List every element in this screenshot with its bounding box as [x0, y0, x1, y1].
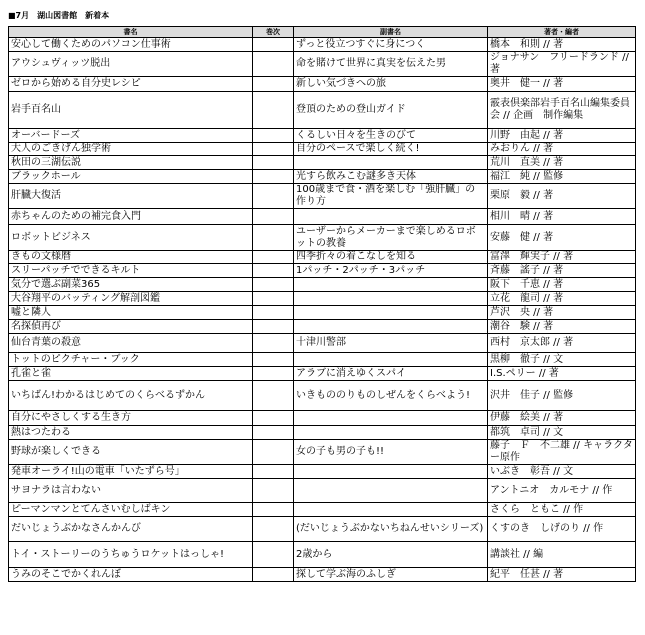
- cell-title: 名探偵再び: [9, 320, 253, 334]
- cell-author: みおりん // 著: [488, 143, 636, 156]
- cell-title: オーバードーズ: [9, 129, 253, 143]
- cell-volume: [253, 278, 294, 292]
- cell-title: サヨナラは言わない: [9, 479, 253, 503]
- table-row: [9, 517, 636, 542]
- header-author: 著者・編者: [488, 27, 636, 38]
- cell-volume: [253, 411, 294, 426]
- table-row: [9, 542, 636, 568]
- cell-author: 紀平 任甚 // 著: [488, 568, 636, 582]
- cell-volume: [253, 156, 294, 170]
- cell-author: 潮谷 験 // 著: [488, 320, 636, 334]
- cell-title: スリーパッチでできるキルト: [9, 264, 253, 278]
- table-row: [9, 251, 636, 264]
- table-row: [9, 320, 636, 334]
- cell-subtitle: [294, 426, 488, 440]
- cell-volume: [253, 542, 294, 568]
- table-row: [9, 426, 636, 440]
- cell-volume: [253, 170, 294, 184]
- cell-author: 川野 由起 // 著: [488, 129, 636, 143]
- cell-author: 伊藤 絵美 // 著: [488, 411, 636, 426]
- cell-volume: [253, 440, 294, 465]
- cell-title: 秋田の三湖伝説: [9, 156, 253, 170]
- cell-volume: [253, 143, 294, 156]
- cell-subtitle: 十津川警部: [294, 334, 488, 353]
- table-row: [9, 306, 636, 320]
- cell-title: 仙台青葉の殺意: [9, 334, 253, 353]
- cell-title: トイ・ストーリーのうちゅうロケットはっしゃ!: [9, 542, 253, 568]
- cell-subtitle: [294, 278, 488, 292]
- cell-title: ロボットビジネス: [9, 225, 253, 251]
- table-row: [9, 156, 636, 170]
- cell-author: いぶき 彰吾 // 文: [488, 465, 636, 479]
- cell-author: 芦沢 央 // 著: [488, 306, 636, 320]
- cell-volume: [253, 568, 294, 582]
- header-title: 書名: [9, 27, 253, 38]
- cell-author: 栗原 毅 // 著: [488, 184, 636, 209]
- table-row: [9, 209, 636, 225]
- cell-volume: [253, 334, 294, 353]
- cell-subtitle: [294, 411, 488, 426]
- cell-volume: [253, 517, 294, 542]
- cell-author: I.S.ペリー // 著: [488, 367, 636, 381]
- cell-volume: [253, 264, 294, 278]
- cell-subtitle: [294, 209, 488, 225]
- cell-volume: [253, 353, 294, 367]
- cell-title: 発車オーライ!山の電車「いたずら号」: [9, 465, 253, 479]
- cell-volume: [253, 306, 294, 320]
- cell-volume: [253, 251, 294, 264]
- cell-volume: [253, 320, 294, 334]
- cell-author: 立花 龍司 // 著: [488, 292, 636, 306]
- cell-subtitle: [294, 156, 488, 170]
- cell-title: アウシュヴィッツ脱出: [9, 52, 253, 77]
- cell-title: 大谷翔平のバッティング解剖図鑑: [9, 292, 253, 306]
- cell-author: 斉藤 謠子 // 著: [488, 264, 636, 278]
- cell-volume: [253, 38, 294, 52]
- cell-author: 講談社 // 編: [488, 542, 636, 568]
- cell-subtitle: [294, 465, 488, 479]
- table-row: [9, 292, 636, 306]
- cell-title: 自分にやさしくする生き方: [9, 411, 253, 426]
- cell-subtitle: くるしい日々を生きのびて: [294, 129, 488, 143]
- cell-subtitle: [294, 306, 488, 320]
- cell-author: 福江 純 // 監修: [488, 170, 636, 184]
- table-row: [9, 278, 636, 292]
- cell-author: ジョナサン フリードランド // 著: [488, 52, 636, 77]
- cell-title: ピーマンマンとてんさいむしばキン: [9, 503, 253, 517]
- cell-author: さくら ともこ // 作: [488, 503, 636, 517]
- cell-title: 嘘と隣人: [9, 306, 253, 320]
- cell-subtitle: ユーザーからメーカーまで楽しめるロボットの教養: [294, 225, 488, 251]
- cell-author: 黒柳 徹子 // 文: [488, 353, 636, 367]
- cell-title: 岩手百名山: [9, 92, 253, 129]
- cell-volume: [253, 503, 294, 517]
- cell-subtitle: [294, 320, 488, 334]
- cell-author: 奥井 健一 // 著: [488, 77, 636, 92]
- page-title: ■7月 湖山図書館 新着本: [8, 11, 110, 20]
- cell-title: うみのそこでかくれんぼ: [9, 568, 253, 582]
- cell-author: 藤子 Ｆ 不二雄 // キャラクター原作: [488, 440, 636, 465]
- table-row: [9, 77, 636, 92]
- cell-volume: [253, 129, 294, 143]
- cell-title: 大人のごきげん独学術: [9, 143, 253, 156]
- cell-volume: [253, 225, 294, 251]
- table-row: [9, 170, 636, 184]
- cell-subtitle: [294, 292, 488, 306]
- cell-subtitle: (だいじょうぶかないちねんせいシリーズ): [294, 517, 488, 542]
- table-row: [9, 411, 636, 426]
- table-row: [9, 440, 636, 465]
- cell-volume: [253, 292, 294, 306]
- cell-subtitle: 命を賭けて世界に真実を伝えた男: [294, 52, 488, 77]
- cell-title: 赤ちゃんのための補完食入門: [9, 209, 253, 225]
- table-row: [9, 479, 636, 503]
- table-row: [9, 143, 636, 156]
- cell-subtitle: 光すら飲みこむ謎多き天体: [294, 170, 488, 184]
- cell-author: 都筑 卓司 // 文: [488, 426, 636, 440]
- cell-volume: [253, 184, 294, 209]
- table-row: [9, 264, 636, 278]
- cell-subtitle: 自分のペースで楽しく続く!: [294, 143, 488, 156]
- cell-subtitle: 1パッチ・2パッチ・3パッチ: [294, 264, 488, 278]
- cell-volume: [253, 77, 294, 92]
- cell-subtitle: いきもののりものしぜんをくらべよう!: [294, 381, 488, 411]
- cell-author: 荒川 直美 // 著: [488, 156, 636, 170]
- cell-author: くすのき しげのり // 作: [488, 517, 636, 542]
- cell-subtitle: [294, 353, 488, 367]
- cell-title: きもの文様暦: [9, 251, 253, 264]
- table-row: [9, 225, 636, 251]
- cell-title: 肝臓大復活: [9, 184, 253, 209]
- cell-title: 熱はつたわる: [9, 426, 253, 440]
- cell-volume: [253, 426, 294, 440]
- new-books-table: [8, 26, 636, 582]
- cell-author: アントニオ カルモナ // 作: [488, 479, 636, 503]
- cell-volume: [253, 367, 294, 381]
- table-row: [9, 381, 636, 411]
- cell-author: 霰表倶楽部岩手百名山編集委員会 // 企画 制作編集: [488, 92, 636, 129]
- header-volume: 巻次: [253, 27, 294, 38]
- cell-author: 相川 晴 // 著: [488, 209, 636, 225]
- table-row: [9, 367, 636, 381]
- cell-title: 孔雀と雀: [9, 367, 253, 381]
- table-row: [9, 568, 636, 582]
- table-row: [9, 353, 636, 367]
- cell-subtitle: 四季折々の着こなしを知る: [294, 251, 488, 264]
- cell-author: 西村 京太郎 // 著: [488, 334, 636, 353]
- cell-subtitle: 女の子も男の子も!!: [294, 440, 488, 465]
- table-row: [9, 465, 636, 479]
- cell-subtitle: [294, 479, 488, 503]
- cell-author: 阪下 千恵 // 著: [488, 278, 636, 292]
- cell-author: 橋本 和則 // 著: [488, 38, 636, 52]
- cell-title: 気分で選ぶ副菜365: [9, 278, 253, 292]
- table-row: [9, 334, 636, 353]
- cell-volume: [253, 209, 294, 225]
- cell-author: 安藤 健 // 著: [488, 225, 636, 251]
- table-row: [9, 129, 636, 143]
- cell-title: 野球が楽しくできる: [9, 440, 253, 465]
- cell-volume: [253, 381, 294, 411]
- cell-title: 安心して働くためのパソコン仕事術: [9, 38, 253, 52]
- cell-volume: [253, 92, 294, 129]
- cell-volume: [253, 465, 294, 479]
- cell-author: 富澤 輝実子 // 著: [488, 251, 636, 264]
- cell-subtitle: 新しい気づきへの旅: [294, 77, 488, 92]
- cell-subtitle: ずっと役立つすぐに身につく: [294, 38, 488, 52]
- cell-subtitle: 2歳から: [294, 542, 488, 568]
- cell-title: だいじょうぶかなさんかんび: [9, 517, 253, 542]
- cell-author: 沢井 佳子 // 監修: [488, 381, 636, 411]
- table-row: [9, 92, 636, 129]
- header-subtitle: 副書名: [294, 27, 488, 38]
- table-header-row: [9, 27, 636, 38]
- table-row: [9, 184, 636, 209]
- table-row: [9, 503, 636, 517]
- cell-title: トットのピクチャー・ブック: [9, 353, 253, 367]
- cell-subtitle: 探して学ぶ海のふしぎ: [294, 568, 488, 582]
- cell-title: ブラックホール: [9, 170, 253, 184]
- cell-subtitle: アラブに消えゆくスパイ: [294, 367, 488, 381]
- cell-title: いちばん!わかるはじめてのくらべるずかん: [9, 381, 253, 411]
- cell-title: ゼロから始める自分史レシピ: [9, 77, 253, 92]
- cell-subtitle: [294, 503, 488, 517]
- cell-subtitle: 100歳まで食・酒を楽しむ「強肝臓」の作り方: [294, 184, 488, 209]
- table-row: [9, 38, 636, 52]
- table-row: [9, 52, 636, 77]
- cell-volume: [253, 52, 294, 77]
- cell-subtitle: 登頂のための登山ガイド: [294, 92, 488, 129]
- cell-volume: [253, 479, 294, 503]
